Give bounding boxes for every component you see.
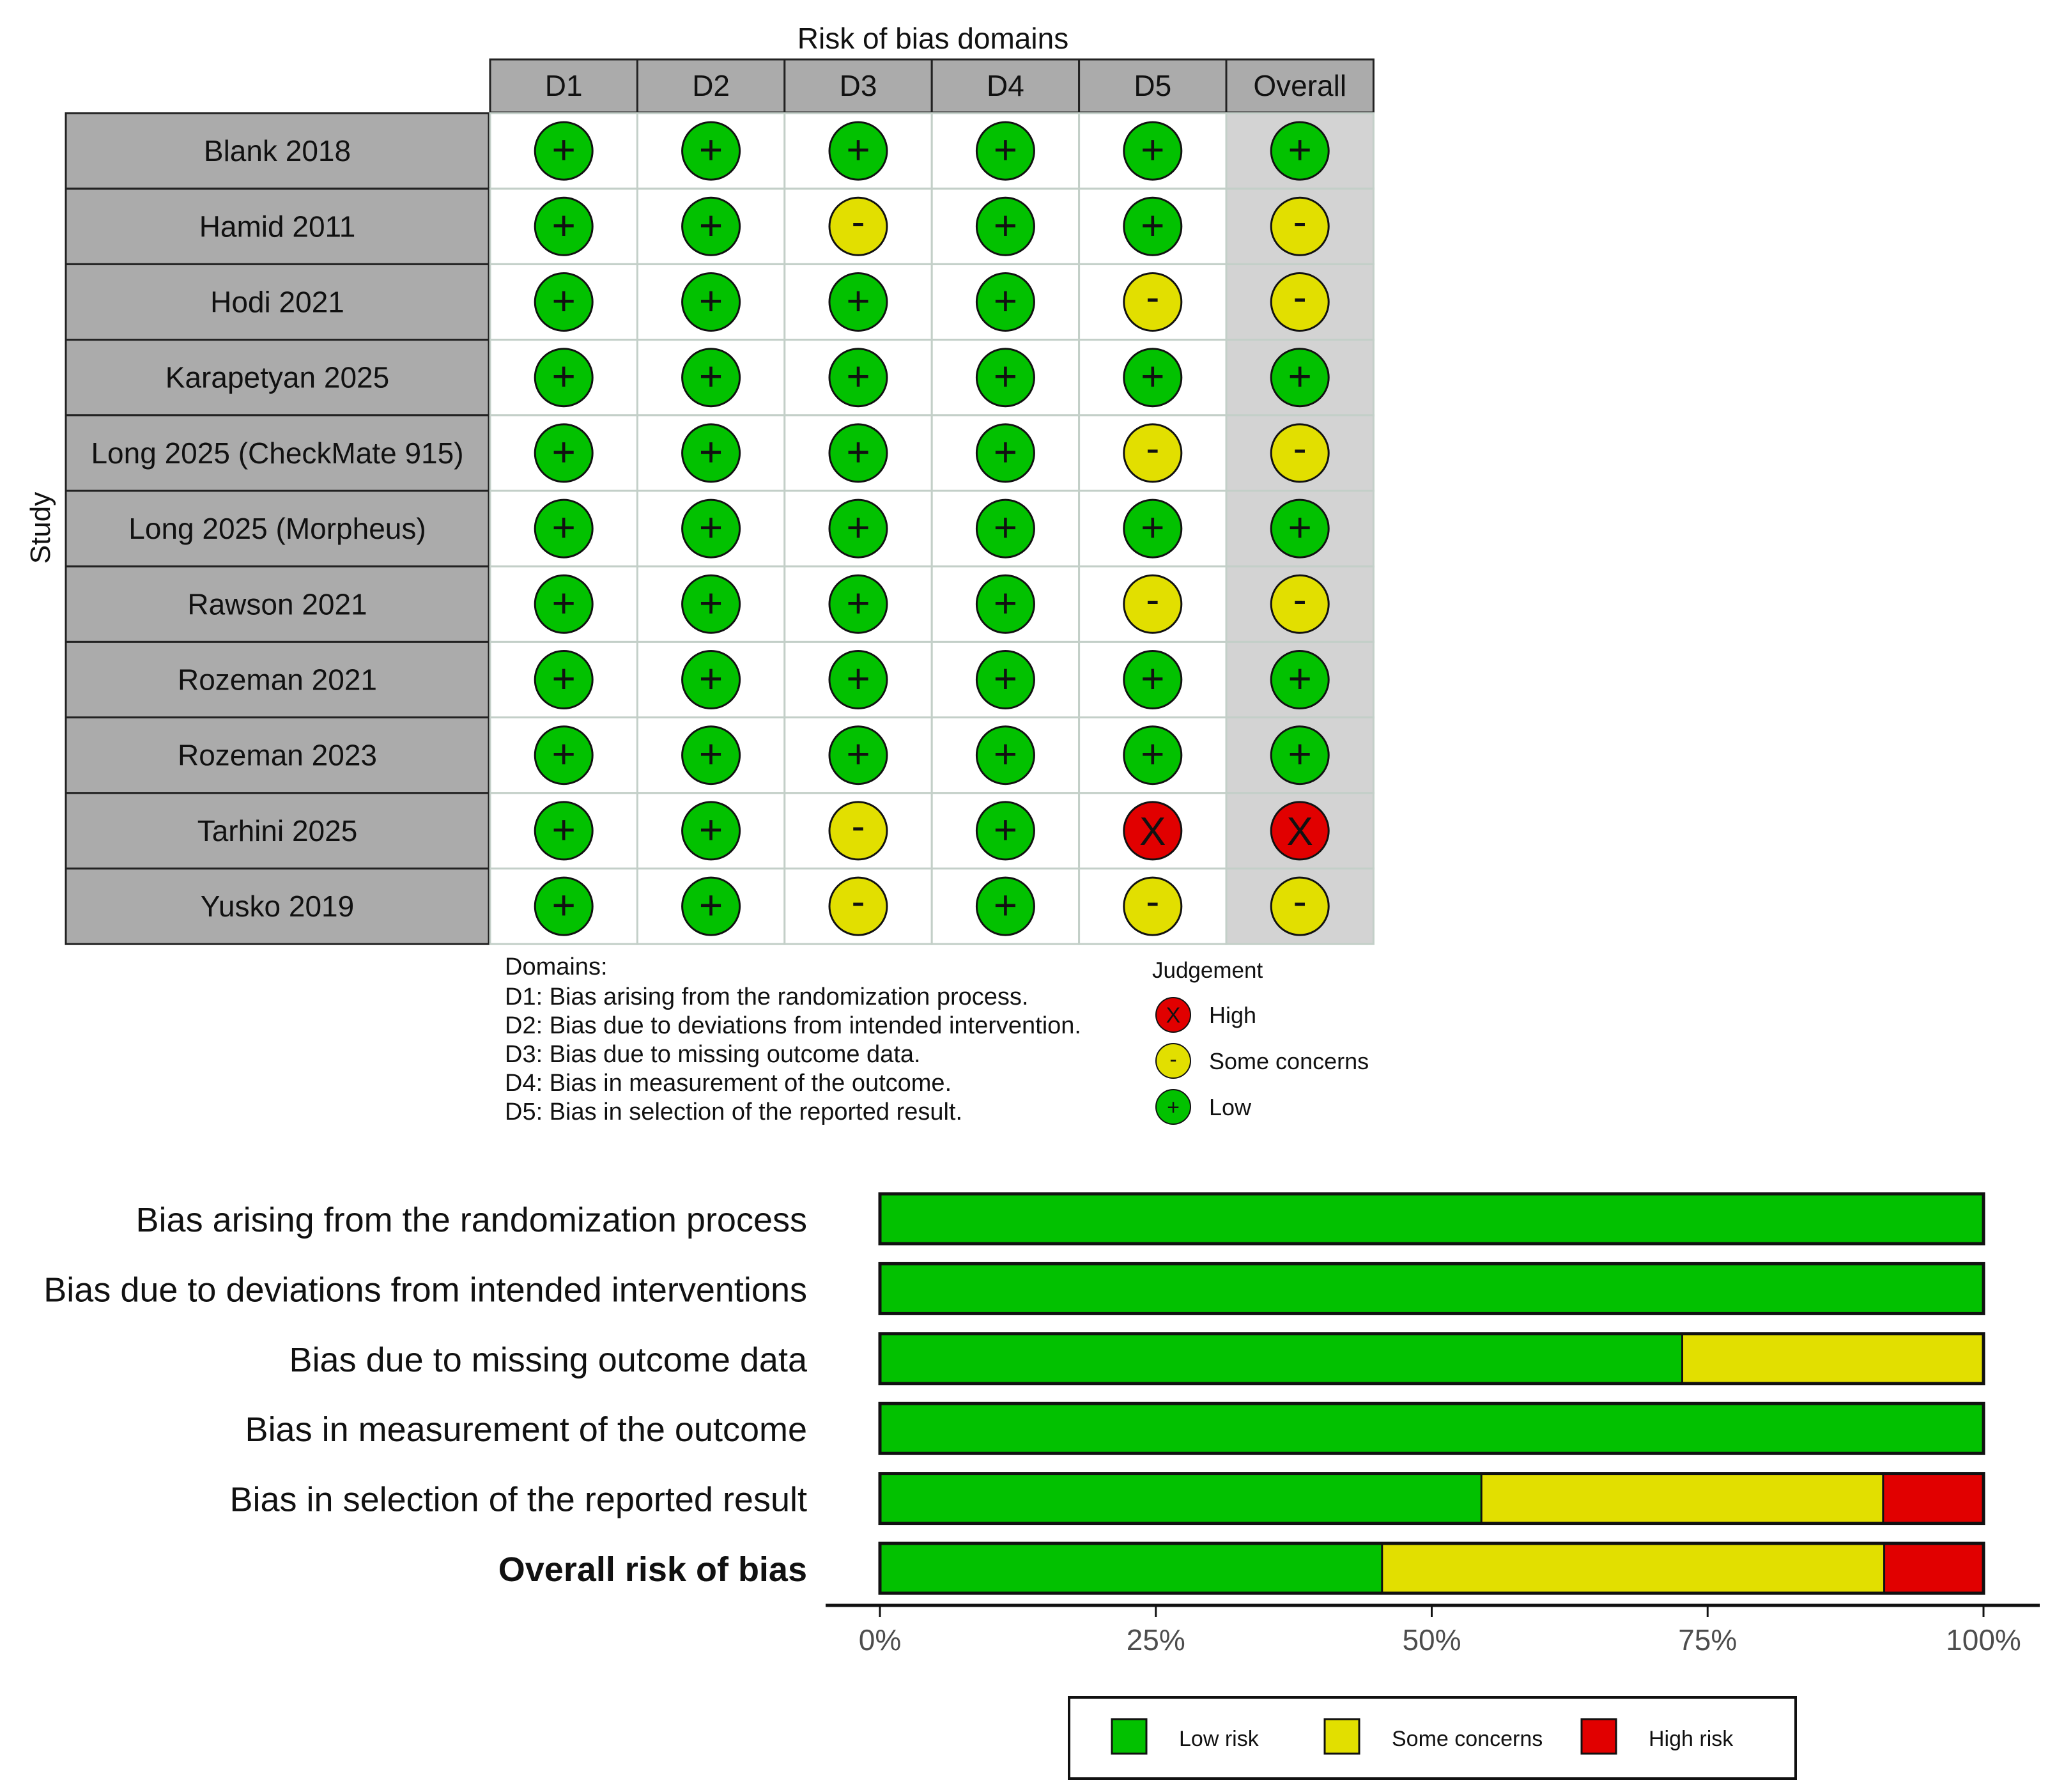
column-header-d5: D5 [1134,69,1172,102]
judgement-symbol: + [846,580,870,626]
judgement-symbol: - [1293,878,1307,925]
study-label: Rawson 2021 [187,587,367,621]
domain-description: D1: Bias arising from the randomization process. [505,984,1029,1010]
bar-segment [1883,1474,1984,1524]
risk-legend-swatch [1582,1719,1616,1754]
bar-category-label: Bias in selection of the reported result [229,1480,807,1519]
risk-legend-swatch [1325,1719,1359,1754]
judgement-symbol: + [1141,730,1165,777]
risk-legend-swatch [1112,1719,1146,1754]
judgement-symbol: + [993,730,1018,777]
judgement-symbol: + [993,580,1018,626]
judgement-symbol: + [1288,655,1312,702]
bar-segment [1884,1543,1985,1593]
judgement-symbol: + [551,580,576,626]
domain-description: D5: Bias in selection of the reported result. [505,1099,963,1125]
judgement-symbol: + [846,127,870,173]
judgement-symbol: + [1288,504,1312,551]
judgement-symbol: X [1286,809,1313,854]
judgement-symbol: + [698,428,723,475]
judgement-symbol: + [993,428,1018,475]
domain-description: D2: Bias due to deviations from intended intervention. [505,1012,1081,1039]
bar-category-label: Bias due to deviations from intended interventions [43,1271,807,1309]
bar-segment [880,1263,1984,1313]
judgement-symbol: + [698,655,723,702]
legend-label: Low [1209,1094,1252,1120]
judgement-symbol: + [698,882,723,929]
bar-segment [1481,1474,1883,1524]
bar-category-label: Bias arising from the randomization process [135,1201,807,1239]
judgement-symbol: + [846,277,870,324]
study-label: Yusko 2019 [200,890,355,923]
judgement-symbol: + [1141,202,1165,249]
judgement-symbol: + [846,730,870,777]
judgement-symbol: - [851,878,865,925]
judgement-symbol: + [551,202,576,249]
bar-segment [880,1474,1481,1524]
column-header-d1: D1 [544,69,583,102]
bar-category-label: Bias in measurement of the outcome [245,1410,807,1449]
judgement-symbol: - [1293,424,1307,471]
bar-segment [880,1194,1984,1244]
judgement-symbol: + [993,655,1018,702]
judgement-symbol: + [698,580,723,626]
study-axis-label: Study [25,491,56,564]
x-tick-label: 25% [1126,1623,1185,1657]
judgement-symbol: + [698,806,723,853]
table-title: Risk of bias domains [797,22,1069,55]
bar-category-label: Overall risk of bias [498,1550,807,1589]
judgement-symbol: - [1293,576,1307,622]
judgement-symbol: + [551,730,576,777]
study-label: Hodi 2021 [210,285,344,319]
bar-segment [1683,1334,1984,1384]
x-tick-label: 50% [1402,1623,1461,1657]
judgement-symbol: + [698,127,723,173]
x-tick-label: 100% [1946,1623,2021,1657]
bar-segment [880,1403,1984,1453]
judgement-symbol: + [551,882,576,929]
judgement-symbol: + [698,277,723,324]
judgement-symbol: + [1288,730,1312,777]
judgement-symbol: + [551,806,576,853]
judgement-symbol: - [1146,878,1160,925]
judgement-symbol: + [551,504,576,551]
judgement-symbol: - [851,198,865,245]
risk-legend-label: Low risk [1179,1727,1259,1751]
risk-legend-label: High risk [1649,1727,1734,1751]
judgement-symbol: - [1146,576,1160,622]
domain-description: D4: Bias in measurement of the outcome. [505,1070,952,1097]
judgement-symbol: + [698,202,723,249]
judgement-symbol: + [551,353,576,399]
judgement-symbol: + [846,655,870,702]
judgement-symbol: - [1146,274,1160,320]
judgement-symbol: + [1141,504,1165,551]
study-label: Tarhini 2025 [197,814,358,847]
judgement-symbol: + [993,127,1018,173]
bar-segment [880,1334,1683,1384]
judgement-symbol: + [1288,353,1312,399]
judgement-symbol: + [993,882,1018,929]
column-header-d3: D3 [839,69,877,102]
judgement-symbol: + [993,353,1018,399]
legend-symbol: X [1166,1003,1181,1028]
judgement-symbol: - [1293,198,1307,245]
judgement-symbol: + [551,655,576,702]
bar-category-label: Bias due to missing outcome data [289,1340,807,1379]
judgement-symbol: + [1141,655,1165,702]
judgement-symbol: + [993,202,1018,249]
x-tick-label: 75% [1678,1623,1737,1657]
judgement-symbol: X [1139,809,1166,854]
study-label: Rozeman 2021 [178,663,377,697]
bar-segment [1382,1543,1884,1593]
column-header-overall: Overall [1253,69,1347,102]
study-label: Long 2025 (CheckMate 915) [91,436,464,470]
risk-legend-label: Some concerns [1392,1727,1543,1751]
study-label: Hamid 2011 [199,210,356,243]
judgement-symbol: + [993,806,1018,853]
legend-label: High [1209,1002,1257,1028]
judgement-symbol: + [993,504,1018,551]
study-label: Rozeman 2023 [178,738,377,772]
judgement-symbol: + [1141,353,1165,399]
judgement-symbol: + [551,277,576,324]
judgement-symbol: + [698,353,723,399]
judgement-symbol: + [698,504,723,551]
study-label: Long 2025 (Morpheus) [128,512,426,546]
legend-label: Some concerns [1209,1048,1369,1074]
domains-title: Domains: [505,954,608,980]
judgement-symbol: + [1141,127,1165,173]
judgement-symbol: - [1146,424,1160,471]
study-label: Blank 2018 [203,134,351,168]
judgement-symbol: + [698,730,723,777]
judgement-symbol: + [846,428,870,475]
judgement-symbol: + [993,277,1018,324]
domain-description: D3: Bias due to missing outcome data. [505,1041,921,1068]
column-header-d2: D2 [692,69,730,102]
bar-segment [880,1543,1382,1593]
x-tick-label: 0% [858,1623,902,1657]
judgement-symbol: + [846,504,870,551]
column-header-d4: D4 [986,69,1024,102]
judgement-symbol: + [551,127,576,173]
legend-symbol: - [1169,1047,1177,1072]
judgement-symbol: - [851,802,865,849]
judgement-symbol: + [551,428,576,475]
judgement-symbol: - [1293,274,1307,320]
study-label: Karapetyan 2025 [165,360,390,394]
judgement-symbol: + [846,353,870,399]
legend-symbol: + [1167,1095,1180,1120]
judgement-symbol: + [1288,127,1312,173]
judgement-legend-title: Judgement [1152,958,1263,983]
